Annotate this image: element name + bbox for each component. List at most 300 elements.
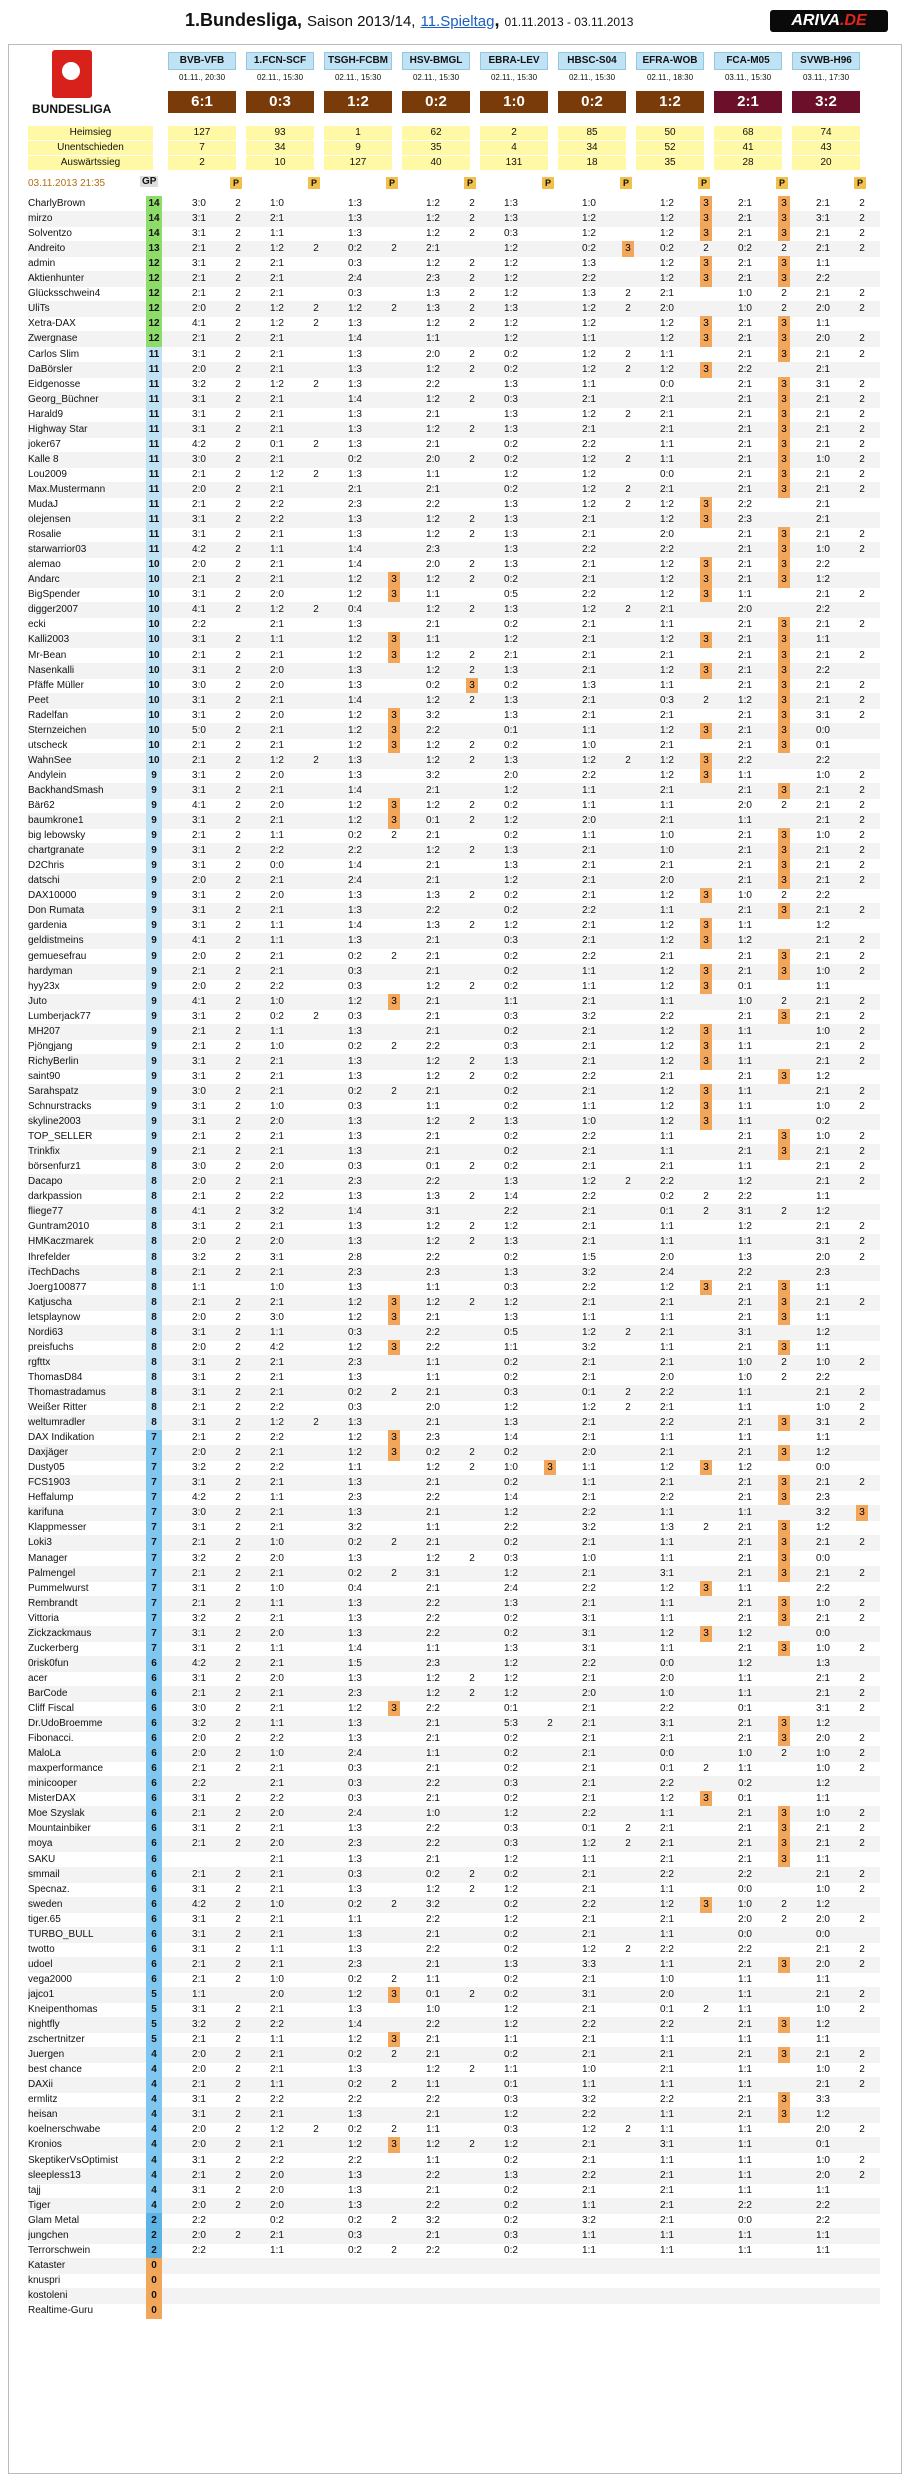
tip-cell: 1:3 [738,1251,752,1263]
table-row [28,1340,880,1356]
player-name[interactable]: Peet [28,694,49,706]
match-stat: 18 [558,156,626,170]
player-name[interactable]: Palmengel [28,1567,76,1579]
tip-cell: 1:1 [582,333,596,345]
tip-cell: 1:2 [348,995,362,1007]
player-name[interactable]: RichyBerlin [28,1055,79,1067]
player-name[interactable]: DaBörsler [28,363,73,375]
player-name[interactable]: Sarahspatz [28,1085,79,1097]
tip-points: 2 [235,1597,241,1609]
player-name[interactable]: Daxjäger [28,1447,69,1459]
tip-cell: 3:1 [192,514,206,526]
match-header[interactable]: HSV-BMGL [402,52,470,70]
player-name[interactable]: ThomasD84 [28,1371,83,1383]
player-name[interactable]: börsenfurz1 [28,1161,81,1173]
tip-cell: 2:2 [426,1778,440,1790]
tip-points: 2 [625,1838,631,1850]
player-name[interactable]: Klappmesser [28,1522,87,1534]
player-name[interactable]: darkpassion [28,1191,82,1203]
player-name[interactable]: jajco1 [28,1988,55,2000]
player-points: 6 [146,1776,162,1792]
tip-points: 3 [700,1626,712,1642]
player-name[interactable]: DAXii [28,2079,54,2091]
tip-cell: 1:2 [582,213,596,225]
player-name[interactable]: Zuckerberg [28,1642,79,1654]
tip-cell: 1:2 [816,1447,830,1459]
tip-cell: 2:1 [582,423,596,435]
player-name[interactable]: zschertnitzer [28,2034,85,2046]
player-name[interactable]: tajj [28,2184,41,2196]
player-name[interactable]: skyline2003 [28,1116,81,1128]
player-name[interactable]: Nasenkalli [28,664,75,676]
tip-cell: 2:1 [582,2004,596,2015]
player-name[interactable]: SkeptikerVsOptimist [28,2154,119,2166]
tip-cell: 2:1 [270,1371,284,1383]
matchday-link[interactable]: 11.Spieltag [420,13,495,30]
tip-cell: 2:1 [738,1131,752,1143]
player-name[interactable]: Loki3 [28,1537,52,1549]
tip-cell: 2:1 [660,423,674,435]
match-header[interactable]: EBRA-LEV [480,52,548,70]
player-name[interactable]: letsplaynow [28,1311,81,1323]
tip-cell: 2:1 [582,1913,596,1925]
tip-points: 2 [235,213,241,225]
player-name[interactable]: MaloLa [28,1748,61,1760]
player-name[interactable]: Kalle 8 [28,453,59,465]
tip-cell: 1:1 [738,1988,752,2000]
match-stat: 43 [792,141,860,155]
player-name[interactable]: Highway Star [28,423,88,435]
player-name[interactable]: Andarc [28,574,60,586]
player-name[interactable]: utscheck [28,739,68,751]
tip-cell: 1:4 [348,2019,362,2031]
player-name[interactable]: Vittoria [28,1612,59,1624]
match-header[interactable]: BVB-VFB [168,52,236,70]
player-name[interactable]: Zickzackmaus [28,1627,92,1639]
tip-points: 2 [313,604,319,616]
player-name[interactable]: joker67 [28,438,61,450]
player-name[interactable]: udoel [28,1958,53,1970]
player-name[interactable]: baumkrone1 [28,815,84,827]
tip-cell: 2:1 [270,649,284,661]
player-name[interactable]: olejensen [28,514,71,526]
tip-cell: 2:0 [192,1748,206,1760]
player-name[interactable]: Kataster [28,2259,66,2271]
season-label: Saison 2013/14, [307,13,416,30]
player-name[interactable]: minicooper [28,1778,77,1790]
player-name[interactable]: twotto [28,1943,55,1955]
tip-cell: 2:2 [426,1492,440,1504]
tip-points: 2 [469,604,475,616]
stat-label-0: Heimsieg [28,126,153,140]
tip-cell: 2:1 [582,1973,596,1985]
tip-cell: 2:1 [270,1883,284,1895]
tip-points: 3 [388,1310,400,1326]
tip-cell: 1:2 [660,1101,674,1112]
tip-cell: 2:1 [738,619,752,631]
player-points: 6 [146,1957,162,1973]
player-name[interactable]: Radelfan [28,709,69,721]
points-column-label: P [230,177,242,189]
player-name[interactable]: tiger.65 [28,1913,61,1925]
player-name[interactable]: Bär62 [28,800,55,811]
player-name[interactable]: Pummelwurst [28,1582,89,1594]
tip-points: 2 [859,2079,865,2091]
tip-cell: 2:4 [348,1748,362,1760]
player-name[interactable]: Solventzo [28,228,72,240]
player-name[interactable]: Schnurstracks [28,1101,92,1112]
player-name[interactable]: Rembrandt [28,1597,78,1609]
player-name[interactable]: Aktienhunter [28,273,85,285]
tip-cell: 2:1 [192,1040,206,1052]
tip-cell: 3:0 [192,679,206,691]
player-name[interactable]: Manager [28,1552,68,1564]
player-name[interactable]: Ihrefelder [28,1251,71,1263]
player-name[interactable]: Pfäffe Müller [28,679,84,691]
tip-cell: 2:1 [192,1838,206,1850]
tip-points: 2 [859,1477,865,1489]
tip-cell: 2:1 [660,1447,674,1459]
tip-cell: 1:4 [504,1492,518,1504]
tip-cell: 1:1 [426,634,440,646]
match-stat: 41 [714,141,782,155]
player-name[interactable]: Zwergnase [28,333,78,345]
player-name[interactable]: best chance [28,2064,82,2076]
tip-cell: 1:4 [348,1642,362,1654]
tip-cell: 1:3 [348,890,362,902]
match-header[interactable]: SVWB-H96 [792,52,860,70]
tip-cell: 0:2 [348,243,362,255]
tip-cell: 1:2 [426,1070,440,1082]
tip-cell: 2:1 [270,1567,284,1579]
player-name[interactable]: iTechDachs [28,1266,80,1278]
player-name[interactable]: Glücksschwein4 [28,288,101,300]
player-name[interactable]: acer [28,1672,48,1684]
tip-points: 2 [235,1206,241,1218]
player-name[interactable]: Max.Mustermann [28,483,106,495]
player-name[interactable]: Katjuscha [28,1296,72,1308]
player-name[interactable]: Sternzeichen [28,724,87,736]
player-name[interactable]: Carlos Slim [28,348,80,360]
player-name[interactable]: Dacapo [28,1176,63,1188]
player-name[interactable]: hyy23x [28,980,60,992]
player-name[interactable]: moya [28,1838,53,1850]
tip-points: 2 [235,1462,241,1474]
player-name[interactable]: Fibonacci. [28,1733,74,1745]
player-name[interactable]: ecki [28,619,46,631]
player-name[interactable]: kostoleni [28,2289,68,2301]
player-name[interactable]: Specnaz. [28,1883,70,1895]
player-name[interactable]: fliege77 [28,1206,64,1218]
player-name[interactable]: Rosalie [28,529,62,541]
player-name[interactable]: sleepless13 [28,2169,81,2181]
tip-points: 2 [235,1748,241,1760]
match-header[interactable]: HBSC-S04 [558,52,626,70]
player-name[interactable]: Harald9 [28,408,64,420]
tip-cell: 0:2 [504,453,518,465]
player-name[interactable]: chartgranate [28,845,85,857]
player-name[interactable]: rgfttx [28,1356,51,1368]
player-name[interactable]: FCS1903 [28,1477,71,1489]
player-name[interactable]: hardyman [28,965,73,977]
match-header[interactable]: TSGH-FCBM [324,52,392,70]
player-name[interactable]: maxperformance [28,1763,104,1775]
tip-points: 2 [235,1492,241,1504]
tip-points: 2 [235,1928,241,1940]
player-name[interactable]: BackhandSmash [28,784,104,796]
tip-cell: 2:1 [582,995,596,1007]
table-row [28,678,880,694]
tip-points: 2 [859,198,865,209]
player-points: 12 [146,331,162,347]
player-name[interactable]: knuspri [28,2274,61,2286]
tip-points: 2 [859,1567,865,1579]
tip-cell: 1:1 [816,1973,830,1985]
player-name[interactable]: Andreito [28,243,66,255]
tip-cell: 1:2 [582,408,596,420]
tip-cell: 3:2 [192,378,206,390]
tip-cell: 1:0 [270,1898,284,1910]
tip-cell: 2:1 [582,2139,596,2151]
player-name[interactable]: nightfly [28,2019,60,2031]
tip-cell: 2:2 [660,1492,674,1504]
tip-cell: 1:2 [426,1055,440,1067]
player-name[interactable]: geldistmeins [28,935,84,947]
table-row [28,2288,880,2304]
tip-points: 2 [235,1025,241,1037]
tip-cell: 0:2 [504,950,518,962]
player-name[interactable]: BigSpender [28,589,81,601]
player-name[interactable]: Mountainbiker [28,1823,91,1835]
tip-points: 2 [235,1070,241,1082]
player-name[interactable]: TURBO_BULL [28,1928,94,1940]
tip-cell: 2:1 [192,574,206,586]
tip-cell: 1:3 [348,1733,362,1745]
tip-cell: 1:3 [504,544,518,556]
player-name[interactable]: jungchen [28,2229,69,2241]
player-name[interactable]: HMKaczmarek [28,1236,94,1248]
tip-cell: 1:1 [582,1853,596,1865]
tip-points: 2 [235,243,241,255]
tip-points: 2 [859,995,865,1007]
player-name[interactable]: starwarrior03 [28,544,87,556]
tip-cell: 1:2 [816,1206,830,1218]
player-name[interactable]: Kneipenthomas [28,2004,98,2015]
player-name[interactable]: datschi [28,875,60,887]
tip-points: 2 [469,453,475,465]
tip-cell: 1:2 [816,1326,830,1338]
tip-cell: 2:1 [582,1236,596,1248]
player-name[interactable]: Trinkfix [28,1146,60,1158]
match-header[interactable]: EFRA-WOB [636,52,704,70]
player-name[interactable]: Glam Metal [28,2214,80,2226]
tip-points: 2 [235,634,241,646]
tip-cell: 2:1 [816,2079,830,2091]
points-column-label: P [620,177,632,189]
tip-cell: 1:1 [816,634,830,646]
player-name[interactable]: alemao [28,559,61,571]
player-name[interactable]: MudaJ [28,499,59,510]
player-name[interactable]: Terrorschwein [28,2244,91,2256]
tip-cell: 2:0 [816,2169,830,2181]
tip-points: 3 [778,196,790,212]
player-name[interactable]: big lebowsky [28,830,86,842]
table-row [28,1566,880,1582]
player-points: 11 [146,392,162,408]
player-name[interactable]: Andylein [28,769,67,781]
player-name[interactable]: CharlyBrown [28,198,86,209]
player-name[interactable]: BarCode [28,1687,68,1699]
tip-cell: 3:1 [192,423,206,435]
player-name[interactable]: ermlitz [28,2094,58,2106]
player-name[interactable]: Moe Szyslak [28,1808,85,1820]
tip-cell: 0:2 [504,2214,518,2226]
match-header[interactable]: FCA-M05 [714,52,782,70]
player-name[interactable]: Lumberjack77 [28,1010,91,1022]
player-name[interactable]: Kalli2003 [28,634,70,646]
tip-points: 2 [859,589,865,601]
player-name[interactable]: SAKU [28,1853,56,1865]
player-name[interactable]: heisan [28,2109,58,2121]
tip-cell: 0:3 [504,2229,518,2241]
player-name[interactable]: Juergen [28,2049,65,2061]
player-name[interactable]: Dusty05 [28,1462,65,1474]
tip-cell: 1:2 [660,258,674,270]
player-name[interactable]: mirzo [28,213,53,225]
player-name[interactable]: D2Chris [28,860,65,872]
player-name[interactable]: Joerg100877 [28,1281,87,1293]
tip-cell: 1:0 [582,198,596,209]
tip-cell: 0:3 [348,965,362,977]
player-name[interactable]: UliTs [28,303,50,315]
match-header[interactable]: 1.FCN-SCF [246,52,314,70]
player-name[interactable]: Thomastradamus [28,1386,106,1398]
player-name[interactable]: 0risk0fun [28,1657,69,1669]
player-name[interactable]: sweden [28,1898,63,1910]
player-name[interactable]: Weißer Ritter [28,1402,87,1413]
tip-points: 2 [859,935,865,947]
tip-points: 2 [235,1763,241,1775]
tip-points: 2 [235,1552,241,1564]
player-name[interactable]: TOP_SELLER [28,1131,93,1143]
tip-cell: 1:2 [582,363,596,375]
tip-cell: 1:2 [504,318,518,330]
match-stat: 35 [402,141,470,155]
player-name[interactable]: Realtime-Guru [28,2305,94,2316]
tip-cell: 1:1 [270,935,284,947]
player-name[interactable]: weltumradler [28,1417,86,1429]
tip-cell: 1:1 [660,1146,674,1158]
tip-cell: 2:1 [738,1341,752,1353]
player-name[interactable]: karifuna [28,1507,64,1519]
player-name[interactable]: Lou2009 [28,468,67,480]
tip-points: 2 [469,1236,475,1248]
tip-cell: 2:1 [426,1146,440,1158]
tip-cell: 0:2 [738,1778,752,1790]
tip-cell: 1:2 [504,1402,518,1413]
player-name[interactable]: Mr-Bean [28,649,67,661]
player-name[interactable]: Tiger [28,2199,51,2211]
match-stat: 1 [324,126,392,140]
player-name[interactable]: DAX10000 [28,890,77,902]
player-name[interactable]: Dr.UdoBroemme [28,1718,103,1730]
tip-points: 3 [778,422,790,438]
table-row [28,2213,880,2229]
tip-cell: 1:0 [270,1281,284,1293]
player-name[interactable]: Juto [28,995,47,1007]
tip-cell: 2:1 [738,453,752,465]
player-name[interactable]: WahnSee [28,754,72,766]
player-name[interactable]: Heffalump [28,1492,74,1504]
player-name[interactable]: vega2000 [28,1973,72,1985]
player-name[interactable]: saint90 [28,1070,61,1082]
tip-cell: 2:1 [738,348,752,360]
tip-cell: 3:1 [192,920,206,932]
tip-cell: 1:2 [270,243,284,255]
tip-cell: 1:2 [738,1221,752,1233]
tip-points: 2 [859,1733,865,1745]
tip-points: 3 [778,226,790,242]
player-name[interactable]: Cliff Fiscal [28,1703,74,1714]
tip-cell: 1:2 [660,1025,674,1037]
player-name[interactable]: gardenia [28,920,67,932]
player-name[interactable]: Xetra-DAX [28,318,76,330]
tip-cell: 1:2 [660,333,674,345]
table-row [28,1129,880,1145]
player-name[interactable]: DAX Indikation [28,1432,95,1444]
player-name[interactable]: koelnerschwabe [28,2124,101,2136]
tip-cell: 2:2 [660,1176,674,1188]
tip-cell: 2:1 [270,1296,284,1308]
table-row [28,1460,880,1476]
tip-cell: 3:2 [192,1718,206,1730]
tip-points: 2 [235,1417,241,1429]
player-name[interactable]: MH207 [28,1025,61,1037]
player-name[interactable]: Don Rumata [28,905,85,917]
tip-cell: 1:1 [426,333,440,345]
tip-cell: 2:1 [816,860,830,872]
tip-cell: 1:0 [270,1537,284,1549]
match-stat: 68 [714,126,782,140]
player-name[interactable]: smmail [28,1868,60,1880]
tip-cell: 2:1 [270,1928,284,1940]
ariva-logo[interactable] [770,10,888,32]
tip-cell: 2:1 [816,514,830,526]
tip-cell: 0:3 [660,694,674,706]
player-points: 4 [146,2183,162,2199]
tip-points: 2 [469,1868,475,1880]
player-name[interactable]: digger2007 [28,604,79,616]
player-name[interactable]: preisfuchs [28,1341,74,1353]
player-name[interactable]: gemuesefrau [28,950,87,962]
tip-cell: 1:1 [816,2229,830,2241]
tip-points: 2 [469,739,475,751]
tip-points: 3 [778,2017,790,2033]
player-name[interactable]: Pjöngjang [28,1040,73,1052]
player-points: 10 [146,663,162,679]
player-name[interactable]: Nordi63 [28,1326,64,1338]
player-name[interactable]: Eidgenosse [28,378,81,390]
tip-cell: 1:1 [816,1341,830,1353]
player-name[interactable]: Guntram2010 [28,1221,90,1233]
player-name[interactable]: Kronios [28,2139,62,2151]
tip-points: 2 [235,333,241,345]
tip-cell: 2:1 [582,2184,596,2196]
tip-cell: 2:2 [582,1070,596,1082]
player-name[interactable]: Georg_Büchner [28,393,99,405]
player-name[interactable]: admin [28,258,56,270]
player-name[interactable]: MisterDAX [28,1793,76,1805]
